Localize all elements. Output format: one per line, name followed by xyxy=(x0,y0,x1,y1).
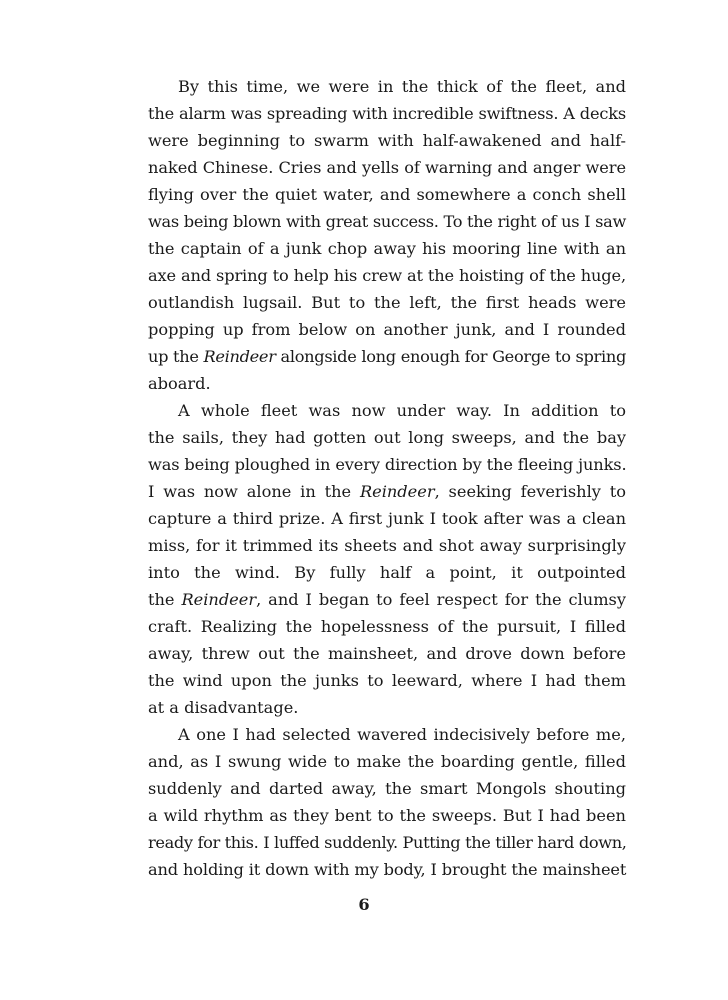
text-line xyxy=(148,370,626,397)
text-run: was being blown with great success. To the right of us I saw xyxy=(148,212,626,231)
paragraph xyxy=(148,73,626,397)
text-run: , and I began to feel respect for the clumsy xyxy=(256,590,627,609)
text-line xyxy=(148,289,626,316)
text-run: A whole fleet was now under way. In addition to xyxy=(178,401,626,420)
text-line xyxy=(148,262,626,289)
text-line xyxy=(148,856,626,883)
text-run: A one I had selected wavered indecisively before me, xyxy=(178,725,626,744)
text-run: the xyxy=(148,590,182,609)
paragraph xyxy=(148,397,626,721)
text-run: was being ploughed in every direction by the fleeing junks. xyxy=(148,455,627,474)
text-run: miss, for it trimmed its sheets and shot away surprisingly xyxy=(148,536,626,555)
text-line xyxy=(148,208,626,235)
text-line xyxy=(148,478,626,505)
text-run: at a disadvantage. xyxy=(148,698,299,717)
text-line xyxy=(148,775,626,802)
text-run: outlandish lugsail. But to the left, the first heads were xyxy=(148,293,626,312)
text-line xyxy=(148,721,626,748)
text-run: axe and spring to help his crew at the hoisting of the huge, xyxy=(148,266,626,285)
text-line xyxy=(148,694,626,721)
text-line xyxy=(148,505,626,532)
text-run: and holding it down with my body, I brought the mainsheet xyxy=(148,860,627,879)
text-run: and, as I swung wide to make the boarding gentle, filled xyxy=(148,752,626,771)
italic-text: Reindeer xyxy=(203,347,276,366)
text-line xyxy=(148,829,626,856)
text-line xyxy=(148,73,626,100)
text-run: up the xyxy=(148,347,204,366)
text-line xyxy=(148,154,626,181)
text-line xyxy=(148,235,626,262)
text-line xyxy=(148,316,626,343)
text-run: suddenly and darted away, the smart Mongols shouting xyxy=(148,779,626,798)
text-run: , seeking feverishly to xyxy=(434,482,626,501)
text-line xyxy=(148,748,626,775)
text-run: craft. Realizing the hopelessness of the pursuit, I filled xyxy=(148,617,626,636)
text-run: popping up from below on another junk, and I rounded xyxy=(148,320,626,339)
text-run: the alarm was spreading with incredible swiftness. A decks xyxy=(148,104,627,123)
text-run: naked Chinese. Cries and yells of warning and anger were xyxy=(148,158,626,177)
text-run: the captain of a junk chop away his mooring line with an xyxy=(148,239,626,258)
page-body xyxy=(148,73,626,883)
text-run: the sails, they had gotten out long sweeps, and the bay xyxy=(148,428,626,447)
text-run: ready for this. I luffed suddenly. Putting the tiller hard down, xyxy=(148,833,627,852)
text-run: away, threw out the mainsheet, and drove down before xyxy=(148,644,626,663)
italic-text: Reindeer xyxy=(359,482,435,501)
page-number: 6 xyxy=(358,895,370,914)
text-line xyxy=(148,343,626,370)
text-run: flying over the quiet water, and somewhere a conch shell xyxy=(148,185,626,204)
text-line xyxy=(148,127,626,154)
text-line xyxy=(148,802,626,829)
text-run: alongside long enough for George to spring xyxy=(275,347,627,366)
text-run: the wind upon the junks to leeward, where I had them xyxy=(148,671,626,690)
text-line xyxy=(148,181,626,208)
text-line xyxy=(148,559,626,586)
text-run: capture a third prize. A first junk I took after was a clean xyxy=(148,509,626,528)
text-line xyxy=(148,532,626,559)
text-line xyxy=(148,424,626,451)
text-line xyxy=(148,640,626,667)
text-line xyxy=(148,613,626,640)
text-run: By this time, we were in the thick of the fleet, and xyxy=(178,77,626,96)
text-run: aboard. xyxy=(148,374,211,393)
text-line xyxy=(148,667,626,694)
paragraph xyxy=(148,721,626,883)
text-line xyxy=(148,451,626,478)
text-run: into the wind. By fully half a point, it outpointed xyxy=(148,563,626,582)
text-line xyxy=(148,397,626,424)
text-line xyxy=(148,586,626,613)
text-run: I was now alone in the xyxy=(148,482,360,501)
text-line xyxy=(148,100,626,127)
text-run: a wild rhythm as they bent to the sweeps. But I had been xyxy=(148,806,626,825)
text-run: were beginning to swarm with half-awakened and half- xyxy=(148,131,626,150)
italic-text: Reindeer xyxy=(181,590,257,609)
